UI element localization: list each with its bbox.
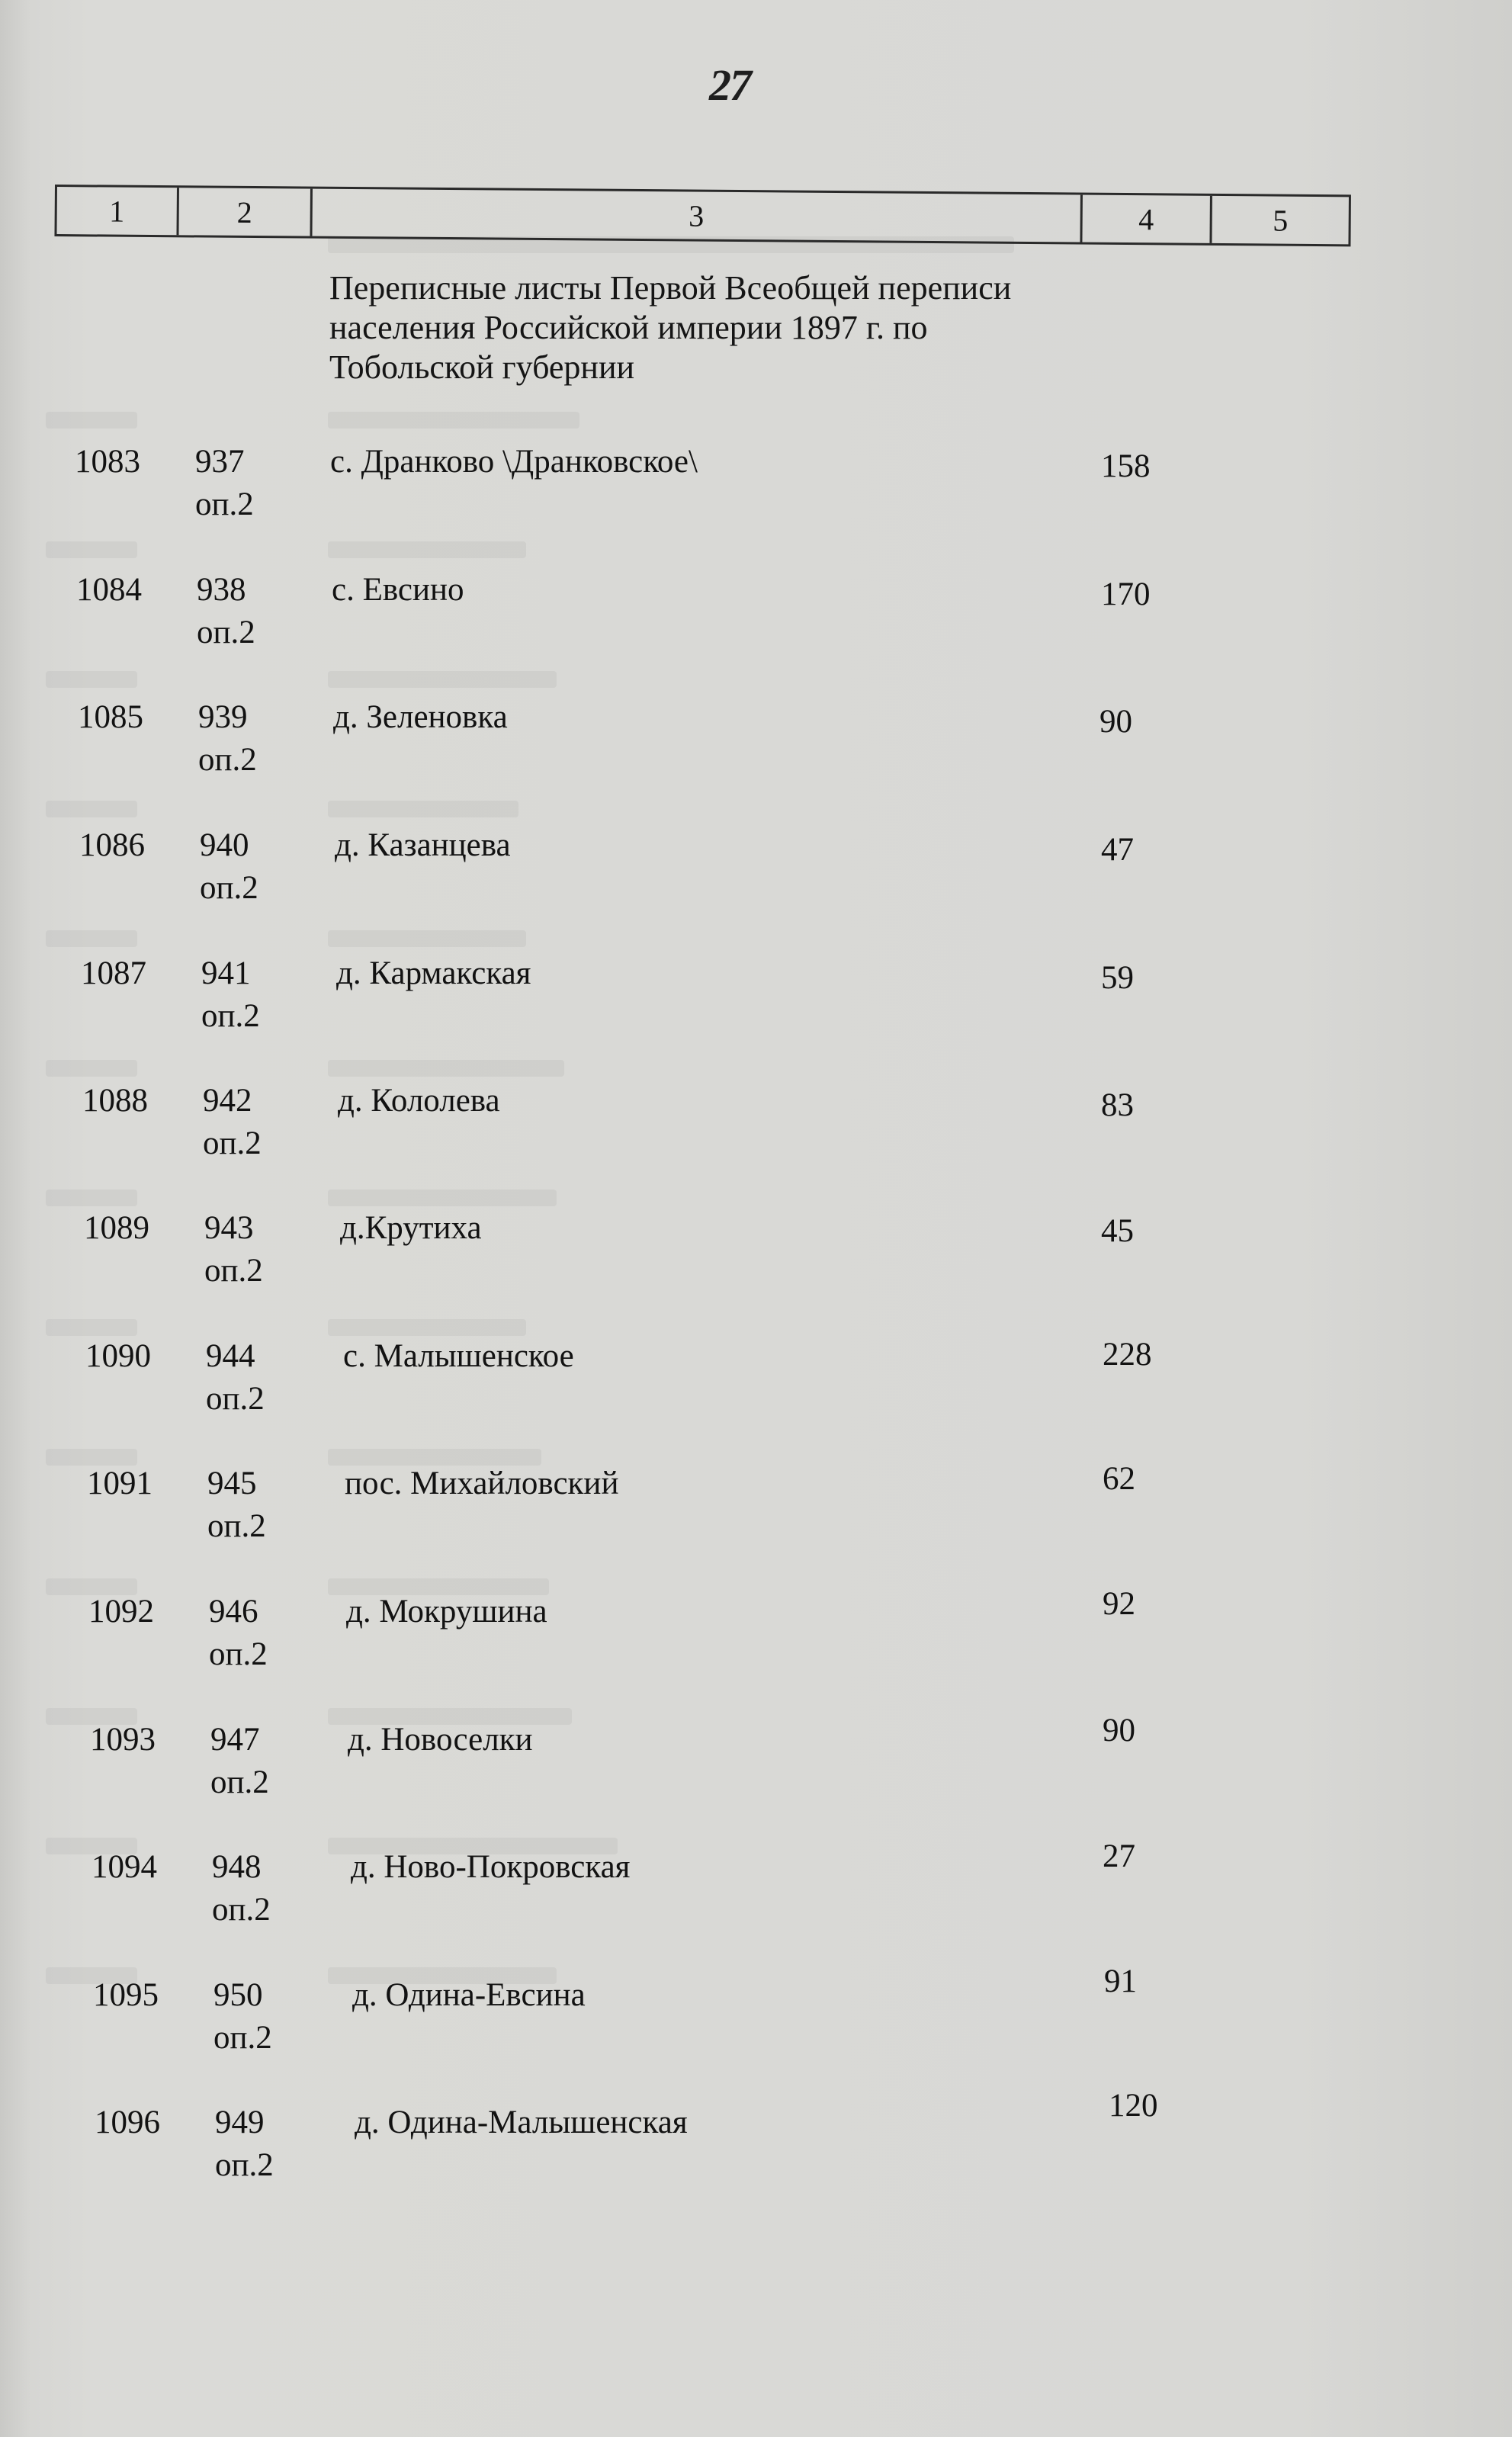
fond-number: 950 [213,1977,263,2013]
section-title-line: Тобольской губернии [329,348,635,386]
inventory-number: оп.2 [209,1636,268,1672]
sheet-count: 158 [1101,448,1151,484]
column-header-1: 1 [56,187,178,235]
inventory-number: оп.2 [206,1381,265,1417]
record-number: 1085 [78,699,143,735]
sheet-count: 92 [1103,1586,1135,1622]
record-number: 1088 [82,1083,148,1119]
record-number: 1094 [91,1849,157,1885]
inventory-number: оп.2 [198,742,257,778]
record-fond [206,1335,328,1421]
fond-number: 943 [204,1210,254,1246]
fond-number: 949 [215,2105,265,2140]
record-number: 1096 [95,2105,160,2140]
sheet-count: 90 [1099,704,1132,740]
settlement-name: д. Одина-Евсина [352,1977,586,2013]
settlement-name: д. Одина-Малышенская [355,2105,688,2140]
sheet-count: 27 [1103,1838,1135,1874]
record-number: 1093 [90,1722,156,1758]
settlement-name: д. Мокрушина [346,1594,547,1629]
record-fond [209,1591,331,1676]
inventory-number: оп.2 [213,2020,272,2056]
fond-number: 938 [197,572,246,608]
settlement-name: д. Новоселки [348,1722,533,1758]
settlement-name: д.Крутиха [340,1210,482,1246]
settlement-name: д. Кололева [338,1083,500,1119]
settlement-name: с. Евсино [332,572,464,608]
record-fond [215,2101,337,2187]
record-fond [201,952,323,1038]
record-number: 1095 [93,1977,159,2013]
record-fond [207,1463,329,1548]
page-number: 27 [709,60,750,110]
settlement-name: д. Кармакская [336,955,531,991]
inventory-number: оп.2 [215,2147,274,2183]
inventory-number: оп.2 [195,486,254,522]
record-number: 1083 [75,444,140,480]
inventory-number: оп.2 [197,615,255,650]
section-title-line: Переписные листы Первой Всеобщей переписи [329,269,1012,307]
settlement-name: д. Ново-Покровская [351,1849,631,1885]
fond-number: 947 [210,1722,260,1758]
sheet-count: 170 [1101,576,1151,612]
fond-number: 941 [201,955,251,991]
record-fond [198,696,320,782]
record-fond [210,1719,332,1804]
settlement-name: пос. Михайловский [345,1466,619,1501]
record-number: 1087 [81,955,146,991]
fond-number: 948 [212,1849,262,1885]
fond-number: 944 [206,1338,255,1374]
settlement-name: д. Казанцева [335,827,511,863]
record-fond [203,1080,325,1165]
record-fond [204,1207,326,1292]
inventory-number: оп.2 [200,870,258,906]
inventory-number: оп.2 [203,1125,262,1161]
sheet-count: 47 [1101,832,1134,868]
sheet-count: 228 [1103,1337,1152,1373]
fond-number: 946 [209,1594,258,1629]
sheet-count: 83 [1101,1087,1134,1123]
column-header-5: 5 [1273,203,1289,238]
inventory-number: оп.2 [207,1508,266,1544]
fond-number: 942 [203,1083,252,1119]
inventory-number: оп.2 [204,1253,263,1289]
settlement-name: с. Малышенское [343,1338,574,1374]
inventory-number: оп.2 [210,1764,269,1800]
fond-number: 937 [195,444,245,480]
section-title-line: населения Российской империи 1897 г. по [329,309,928,346]
record-number: 1086 [79,827,145,863]
column-header-3: 3 [312,189,1082,242]
settlement-name: д. Зеленовка [333,699,508,735]
fond-number: 940 [200,827,249,863]
fond-number: 939 [198,699,248,735]
record-fond [200,824,322,910]
record-fond [213,1974,335,2060]
column-header-2: 2 [178,188,312,236]
record-number: 1091 [87,1466,152,1501]
sheet-count: 62 [1103,1461,1135,1497]
record-number: 1089 [84,1210,149,1246]
record-number: 1084 [76,572,142,608]
sheet-count: 59 [1101,960,1134,996]
column-header-4: 4 [1082,195,1212,243]
sheet-count: 120 [1109,2088,1158,2124]
inventory-number: оп.2 [212,1892,271,1928]
fond-number: 945 [207,1466,257,1501]
record-fond [195,441,317,526]
sheet-count: 91 [1104,1963,1137,1999]
record-fond [212,1846,334,1931]
sheet-count: 45 [1101,1213,1134,1249]
record-number: 1092 [88,1594,154,1629]
inventory-number: оп.2 [201,998,260,1034]
record-fond [197,569,319,654]
sheet-count: 90 [1103,1713,1135,1748]
settlement-name: с. Дранково \Дранковское\ [330,444,698,480]
record-number: 1090 [85,1338,151,1374]
